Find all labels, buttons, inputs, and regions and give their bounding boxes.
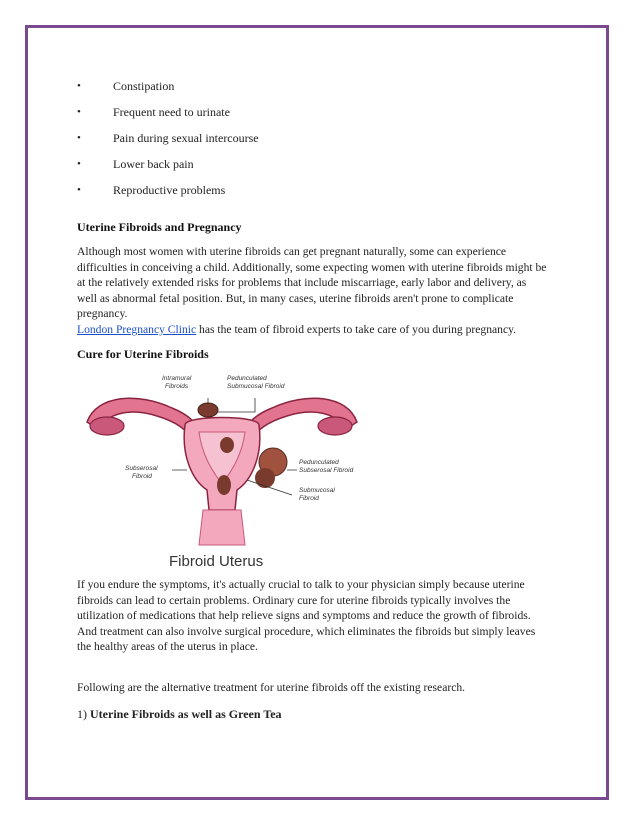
cervix <box>199 510 245 545</box>
pregnancy-paragraph: Although most women with uterine fibroids can get pregnant naturally, some can experience difficulties in conceiving a child. Additionally, some expecting women with uterine fibroids might be at the relatively extended risks for problems that include miscarriage, early labor and delivery, as well as abnormal fetal position. But, in many cases, uterine fibroids aren't prone to complicate pregnancy. London Pregnancy Clinic has the team of fibroid experts to take care of you during pregnancy. <box>77 245 547 336</box>
bullet-icon: • <box>77 80 81 92</box>
right-ovary <box>318 417 352 435</box>
label-submucosal: Submucosal <box>299 487 335 494</box>
list-item: • Frequent need to urinate <box>77 104 230 119</box>
list-item: • Pain during sexual intercourse <box>77 130 259 145</box>
bullet-icon: • <box>77 106 81 118</box>
list-item: • Lower back pain <box>77 156 194 171</box>
label-subserosal: Subserosal <box>125 465 158 472</box>
alternatives-intro: Following are the alternative treatment for uterine fibroids off the existing research. <box>77 681 466 694</box>
label-intramural-2: Fibroids <box>165 383 189 390</box>
list-item: • Reproductive problems <box>77 182 226 197</box>
left-ovary <box>90 417 124 435</box>
cure-paragraph: If you endure the symptoms, it's actually crucial to talk to your physician simply because uterine fibroids can lead to certain problems. Ordinary cure for uterine fibroids typically involves the utilization of medications that help relieve signs and symptoms and reduce the growth of fibroids. And treatment can also involve surgical procedure, which eliminates the fibroids but simply leaves the healthy areas of the uterus in place. <box>77 578 536 654</box>
bullet-icon: • <box>77 132 81 144</box>
london-pregnancy-clinic-link[interactable]: London Pregnancy Clinic <box>77 322 197 336</box>
label-pedunculated-submucosal: Pedunculated <box>227 375 267 382</box>
bullet-icon: • <box>77 184 81 196</box>
symptom-list <box>77 73 259 203</box>
item-1-heading: 1) Uterine Fibroids as well as Green Tea <box>77 707 282 721</box>
fibroid-uterus-diagram <box>77 370 367 570</box>
label-submucosal-2: Fibroid <box>299 495 319 502</box>
list-item: • Constipation <box>77 78 175 93</box>
label-ped-subserosal: Pedunculated <box>299 459 339 466</box>
label-ped-subserosal-2: Subserosal Fibroid <box>299 467 354 474</box>
label-subserosal-2: Fibroid <box>132 473 152 480</box>
pedunculated-subserosal-fibroid-2 <box>255 468 275 488</box>
cure-heading: Cure for Uterine Fibroids <box>77 347 209 361</box>
label-intramural: Intramural <box>162 375 192 382</box>
pedunculated-submucosal-fibroid <box>198 403 218 417</box>
figure-caption: Fibroid Uterus <box>169 553 264 570</box>
bullet-icon: • <box>77 158 81 170</box>
intramural-fibroid <box>220 437 234 453</box>
label-pedunculated-submucosal-2: Submucosal Fibroid <box>227 383 285 390</box>
subserosal-fibroid <box>217 475 231 495</box>
pregnancy-heading: Uterine Fibroids and Pregnancy <box>77 220 242 234</box>
